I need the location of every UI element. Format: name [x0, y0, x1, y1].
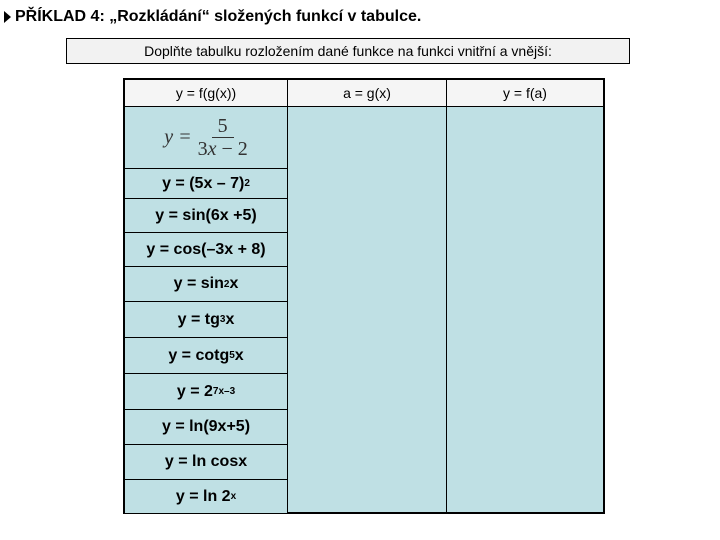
header-inner: a = g(x) [288, 80, 446, 106]
table-row: y = 2 7x–3 [125, 374, 287, 410]
instruction-text: Doplňte tabulku rozložením dané funkce na funkci vnitřní a vnější: [144, 43, 552, 59]
title-text: PŘÍKLAD 4: „Rozkládání“ složených funkcí v tabulce. [15, 8, 422, 25]
table-row: y = tg 3 x [125, 302, 287, 338]
header-composite: y = f(g(x)) [125, 80, 287, 106]
table-row: y = (5x – 7) 2 [125, 169, 287, 199]
table-row: y = sin(6x +5) [125, 199, 287, 233]
triangle-bullet-icon [4, 11, 11, 23]
header-outer: y = f(a) [447, 80, 603, 106]
column-divider [287, 80, 288, 512]
composite-column [125, 107, 287, 512]
table-row: y = cos(–3x + 8) [125, 233, 287, 267]
table-row [125, 107, 287, 169]
instruction-banner [66, 38, 630, 64]
table-row: y = sin 2 x [125, 267, 287, 302]
page-title [4, 8, 421, 26]
fraction-formula: y = $\frac{5}{3x - 2}$ [164, 115, 248, 160]
table-row: y = ln cosx [125, 445, 287, 480]
table-row: y = cotg 5 x [125, 338, 287, 374]
column-divider [446, 80, 447, 512]
table-row: y = ln 2 x [125, 480, 287, 513]
decomposition-table [123, 78, 605, 514]
table-row: y = ln(9x+5) [125, 410, 287, 445]
